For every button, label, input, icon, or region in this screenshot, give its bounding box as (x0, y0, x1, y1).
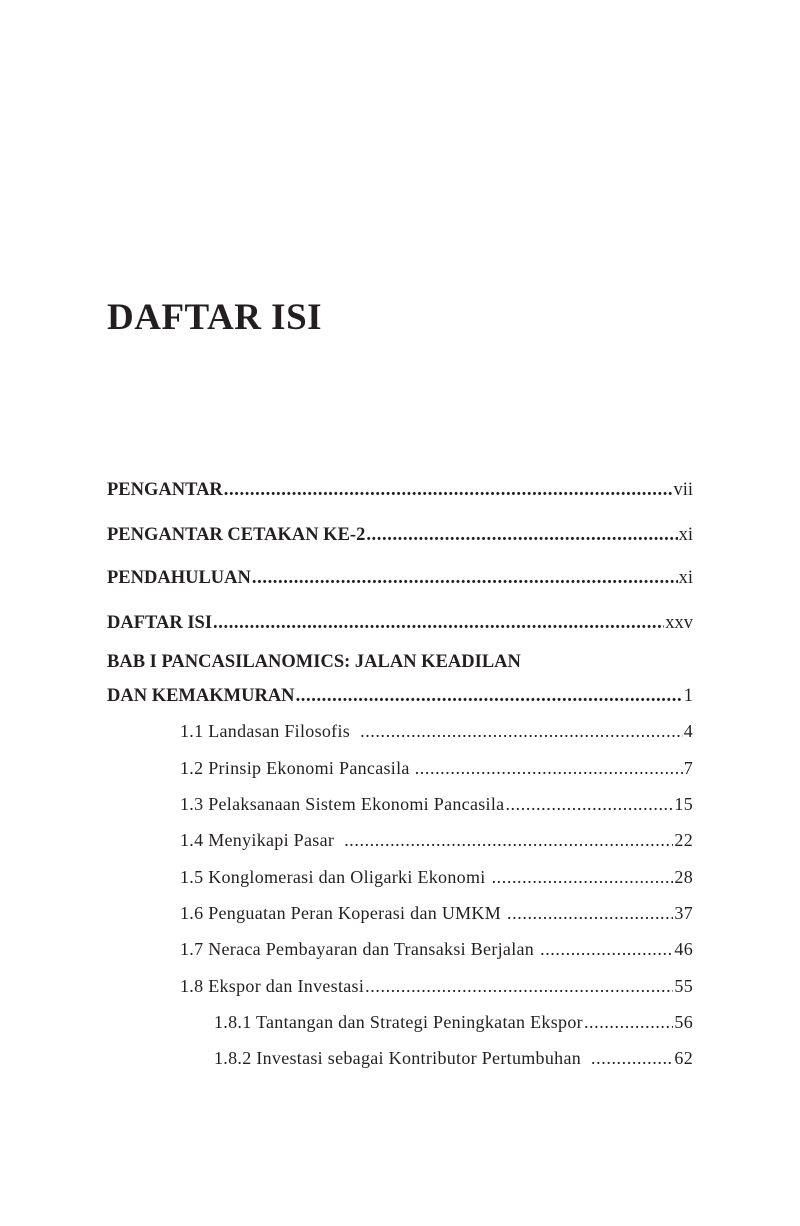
toc-section[interactable] (180, 831, 693, 849)
toc-leader-dots (252, 569, 678, 588)
toc-leader-dots (505, 795, 673, 813)
toc-leader-dots (584, 1013, 673, 1031)
toc-leader-dots (344, 831, 673, 849)
toc-leader-dots (591, 1049, 673, 1067)
toc-entry-label: DAN KEMAKMURAN (107, 686, 295, 706)
toc-section[interactable] (180, 904, 693, 922)
toc-section-label: 1.2 Prinsip Ekonomi Pancasila (180, 758, 410, 778)
toc-section[interactable] (180, 977, 693, 995)
toc-leader-dots (507, 904, 673, 922)
toc-section[interactable] (180, 940, 693, 958)
chapter-title-line1[interactable]: BAB I PANCASILANOMICS: JALAN KEADILAN (107, 652, 521, 672)
toc-section-label: 1.5 Konglomerasi dan Oligarki Ekonomi (180, 867, 486, 887)
toc-section-label: 1.4 Menyikapi Pasar (180, 830, 335, 850)
page-title: DAFTAR ISI (107, 297, 323, 338)
toc-subsection-label: 1.8.1 Tantangan dan Strategi Peningkatan Ekspor (214, 1012, 583, 1032)
toc-entry-pendahuluan[interactable] (107, 569, 693, 588)
toc-section-label: 1.3 Pelaksanaan Sistem Ekonomi Pancasila (180, 794, 505, 814)
toc-section-page: 4 (683, 721, 693, 741)
toc-leader-dots (540, 940, 673, 958)
toc-section[interactable] (180, 795, 693, 813)
toc-entry-page: vii (673, 480, 693, 500)
toc-section-page: 55 (674, 976, 693, 996)
toc-section-page: 22 (674, 830, 693, 850)
toc-section-label: 1.7 Neraca Pembayaran dan Transaksi Berjalan (180, 939, 535, 959)
toc-section-page: 15 (674, 794, 693, 814)
toc-entry-label: DAFTAR ISI (107, 613, 213, 633)
toc-entry-pengantar-cetakan[interactable] (107, 526, 693, 545)
toc-subsection[interactable] (214, 1049, 693, 1067)
toc-entry-page: xi (678, 525, 693, 545)
toc-entry-label: PENDAHULUAN (107, 568, 251, 588)
toc-section-label: 1.8 Ekspor dan Investasi (180, 976, 365, 996)
toc-section-page: 7 (683, 758, 693, 778)
toc-subsection-page: 56 (674, 1012, 693, 1032)
toc-leader-dots (224, 481, 673, 500)
toc-entry-page: 1 (683, 686, 693, 706)
toc-entry-label: PENGANTAR CETAKAN KE-2 (107, 525, 366, 545)
toc-entry-daftar-isi[interactable] (107, 614, 693, 633)
toc-section-page: 37 (674, 903, 693, 923)
toc-entry-page: xxv (665, 613, 693, 633)
toc-section-label: 1.6 Penguatan Peran Koperasi dan UMKM (180, 903, 502, 923)
toc-section[interactable] (180, 759, 693, 777)
toc-subsection-label: 1.8.2 Investasi sebagai Kontributor Pertumbuhan (214, 1048, 582, 1068)
toc-entry-chapter-1[interactable] (107, 687, 693, 706)
toc-section-label: 1.1 Landasan Filosofis (180, 721, 351, 741)
toc-leader-dots (492, 868, 674, 886)
toc-section[interactable] (180, 868, 693, 886)
toc-leader-dots (415, 759, 683, 777)
toc-leader-dots (213, 614, 664, 633)
toc-subsection[interactable] (214, 1013, 693, 1031)
toc-leader-dots (296, 687, 683, 706)
toc-section-page: 28 (674, 867, 693, 887)
toc-leader-dots (366, 526, 677, 545)
toc-section-page: 46 (674, 939, 693, 959)
toc-section[interactable] (180, 722, 693, 740)
toc-subsection-page: 62 (674, 1048, 693, 1068)
toc-leader-dots (360, 722, 683, 740)
toc-entry-pengantar[interactable] (107, 481, 693, 500)
toc-entry-label: PENGANTAR (107, 480, 223, 500)
toc-leader-dots (365, 977, 673, 995)
toc-entry-page: xi (678, 568, 693, 588)
